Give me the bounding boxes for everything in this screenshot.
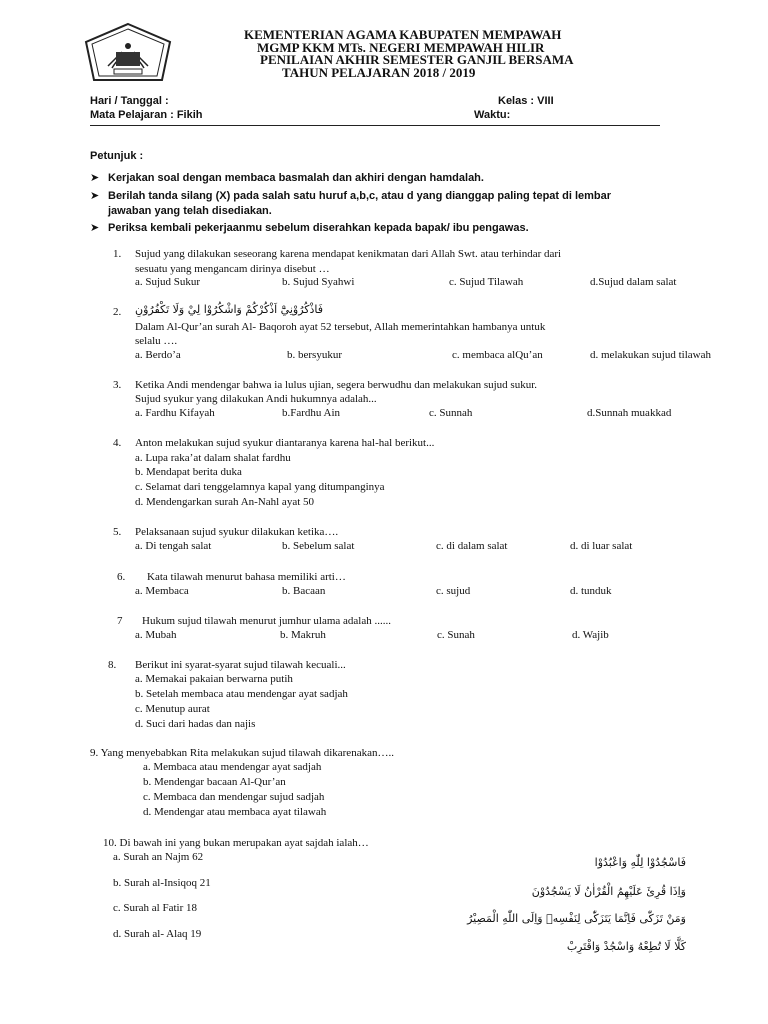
instruction-item: Kerjakan soal dengan membaca basmalah dan akhiri dengan hamdalah. bbox=[108, 172, 484, 184]
option-c: c. Sunnah bbox=[429, 407, 473, 419]
header-divider bbox=[90, 125, 660, 126]
question-text: Pelaksanaan sujud syukur dilakukan ketika…. bbox=[135, 526, 339, 538]
option-a: a. Surah an Najm 62 bbox=[113, 851, 204, 863]
option-a: a. Di tengah salat bbox=[135, 540, 212, 552]
option-b: b. Setelah membaca atau mendengar ayat sadjah bbox=[135, 688, 348, 700]
question-text: Hukum sujud tilawah menurut jumhur ulama adalah ...... bbox=[142, 615, 391, 627]
option-b: b. Mendapat berita duka bbox=[135, 466, 242, 478]
question-text: sesuatu yang mengancam dirinya disebut … bbox=[135, 263, 330, 275]
option-c: c. di dalam salat bbox=[436, 540, 508, 552]
arrow-bullet-icon: ➤ bbox=[90, 172, 100, 184]
option-d: d. Suci dari hadas dan najis bbox=[135, 718, 256, 730]
question-number: 5. bbox=[113, 526, 122, 538]
option-a: a. Berdo’a bbox=[135, 349, 181, 361]
question-text: Berikut ini syarat-syarat sujud tilawah kecuali... bbox=[135, 659, 346, 671]
day-date-label: Hari / Tanggal : bbox=[90, 95, 169, 107]
class-label: Kelas : VIII bbox=[498, 95, 554, 107]
option-c: c. Menutup aurat bbox=[135, 703, 210, 715]
time-label: Waktu: bbox=[474, 109, 511, 121]
arabic-verse: فَاذْكُرُوْنِيْٓ اَذْكُرْكُمْ وَاشْكُرُوْا لِيْ وَلَا تَكْفُرُوْنِ bbox=[135, 303, 324, 316]
option-c: c. Membaca dan mendengar sujud sadjah bbox=[143, 791, 325, 803]
instruction-item: Berilah tanda silang (X) pada salah satu huruf a,b,c, atau d yang dianggap paling tepat di lembar bbox=[108, 190, 612, 202]
subject-label: Mata Pelajaran : Fikih bbox=[90, 109, 203, 121]
question-text: Anton melakukan sujud syukur diantaranya karena hal-hal berikut... bbox=[135, 437, 435, 449]
option-d: d. Mendengar atau membaca ayat tilawah bbox=[143, 806, 327, 818]
instruction-item: jawaban yang telah disediakan. bbox=[108, 205, 272, 217]
option-a: a. Lupa raka’at dalam shalat fardhu bbox=[135, 452, 291, 464]
question-number: 2. bbox=[113, 306, 122, 318]
option-c: c. Selamat dari tenggelamnya kapal yang ditumpanginya bbox=[135, 481, 385, 493]
option-d: d. Surah al- Alaq 19 bbox=[113, 928, 202, 940]
question-text: Sujud syukur yang dilakukan Andi hukumnya adalah... bbox=[135, 393, 377, 405]
option-b: b. bersyukur bbox=[287, 349, 342, 361]
option-c: c. Surah al Fatir 18 bbox=[113, 902, 198, 914]
option-d: d. di luar salat bbox=[570, 540, 633, 552]
option-d: d.Sunnah muakkad bbox=[587, 407, 672, 419]
option-a: a. Mubah bbox=[135, 629, 177, 641]
option-d: d. melakukan sujud tilawah bbox=[590, 349, 711, 361]
question-number: 3. bbox=[113, 379, 122, 391]
option-a: a. Memakai pakaian berwarna putih bbox=[135, 673, 293, 685]
option-c: c. sujud bbox=[436, 585, 471, 597]
option-d: d.Sujud dalam salat bbox=[590, 276, 677, 288]
option-d: d. Mendengarkan surah An-Nahl ayat 50 bbox=[135, 496, 315, 508]
question-text: selalu …. bbox=[135, 335, 178, 347]
arabic-verse: فَاسْجُدُوْا لِلّٰهِ وَاعْبُدُوْا bbox=[594, 856, 686, 869]
option-a: a. Membaca bbox=[135, 585, 189, 597]
question-number: 7 bbox=[117, 615, 123, 627]
option-c: c. Sunah bbox=[437, 629, 475, 641]
question-text: Ketika Andi mendengar bahwa ia lulus ujian, segera berwudhu dan melakukan sujud sukur. bbox=[135, 379, 538, 391]
option-b: b. Makruh bbox=[280, 629, 326, 641]
question-number: 8. bbox=[108, 659, 117, 671]
instructions-title: Petunjuk : bbox=[90, 150, 144, 162]
option-a: a. Sujud Sukur bbox=[135, 276, 201, 288]
option-b: b.Fardhu Ain bbox=[282, 407, 341, 419]
option-b: b. Mendengar bacaan Al-Qur’an bbox=[143, 776, 286, 788]
option-d: d. Wajib bbox=[572, 629, 609, 641]
option-b: b. Sebelum salat bbox=[282, 540, 355, 552]
question-number: 6. bbox=[117, 571, 126, 583]
ministry-logo bbox=[82, 22, 174, 86]
question-number: 1. bbox=[113, 248, 122, 260]
instruction-item: Periksa kembali pekerjaanmu sebelum diserahkan kepada bapak/ ibu pengawas. bbox=[108, 222, 529, 234]
arrow-bullet-icon: ➤ bbox=[90, 222, 100, 234]
header-line-4: TAHUN PELAJARAN 2018 / 2019 bbox=[282, 65, 476, 80]
header-line-3: PENILAIAN AKHIR SEMESTER GANJIL BERSAMA bbox=[260, 52, 574, 67]
question-text: Sujud yang dilakukan seseorang karena mendapat kenikmatan dari Allah Swt. atau terhindar dari bbox=[135, 248, 562, 260]
option-a: a. Fardhu Kifayah bbox=[135, 407, 215, 419]
option-b: b. Surah al-Insiqoq 21 bbox=[113, 877, 211, 889]
option-a: a. Membaca atau mendengar ayat sadjah bbox=[143, 761, 322, 773]
header-line-2: MGMP KKM MTs. NEGERI MEMPAWAH HILIR bbox=[257, 40, 545, 55]
question-text: Kata tilawah menurut bahasa memiliki arti… bbox=[147, 571, 346, 583]
question-text: 10. Di bawah ini yang bukan merupakan ayat sajdah ialah… bbox=[103, 837, 369, 849]
arabic-verse: كَلَّا لَا تُطِعْهُ وَاسْجُدْ وَاقْتَرِبْ bbox=[566, 940, 686, 953]
question-number: 4. bbox=[113, 437, 122, 449]
arrow-bullet-icon: ➤ bbox=[90, 190, 100, 202]
header-line-1: KEMENTERIAN AGAMA KABUPATEN MEMPAWAH bbox=[244, 27, 562, 42]
option-d: d. tunduk bbox=[570, 585, 612, 597]
arabic-verse: وَمَنْ تَزَكّٰى فَاِنَّمَا يَتَزَكّٰى لِنَفْسِهٖ وَاِلَى اللّٰهِ الْمَصِيْرُ bbox=[467, 912, 686, 925]
arabic-verse: وَاِذَا قُرِئَ عَلَيْهِمُ الْقُرْاٰنُ لَا يَسْجُدُوْنَ bbox=[531, 885, 686, 898]
option-b: b. Sujud Syahwi bbox=[282, 276, 355, 288]
question-text: 9. Yang menyebabkan Rita melakukan sujud tilawah dikarenakan….. bbox=[90, 747, 394, 759]
question-text: Dalam Al-Qur’an surah Al- Baqoroh ayat 52 tersebut, Allah memerintahkan hambanya untuk bbox=[135, 321, 546, 333]
option-b: b. Bacaan bbox=[282, 585, 326, 597]
option-c: c. Sujud Tilawah bbox=[449, 276, 524, 288]
option-c: c. membaca alQu’an bbox=[452, 349, 543, 361]
